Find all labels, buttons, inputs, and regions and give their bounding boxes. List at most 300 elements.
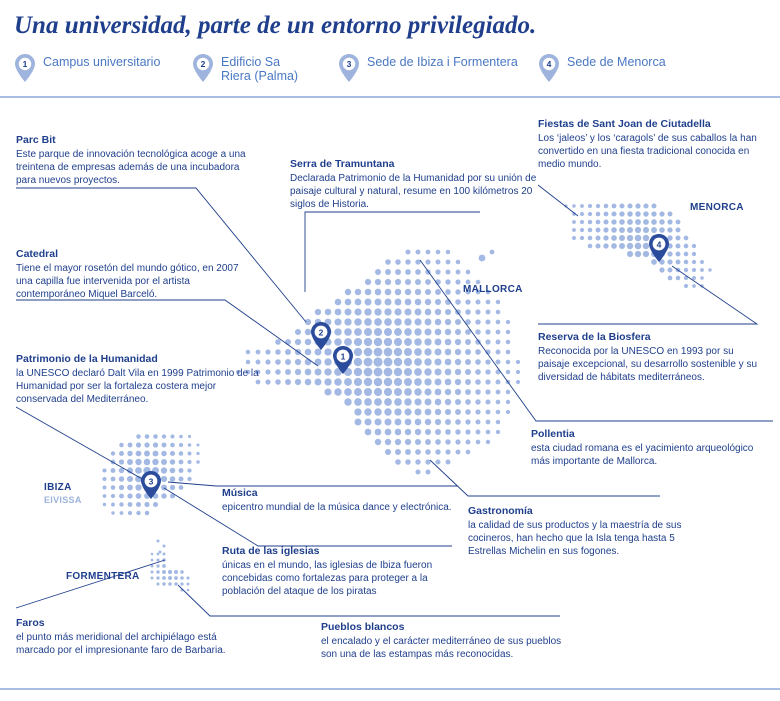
map-dot [128,502,133,507]
leader-line-faros [16,560,165,608]
map-dot [127,476,133,482]
map-dot [385,269,391,275]
map-dot [384,398,392,406]
map-dot [384,318,392,326]
map-dot [127,451,132,456]
formentera-dots [150,540,189,592]
map-dot [285,369,291,375]
annotation-text: epicentro mundial de la música dance y electrónica. [222,501,452,513]
annotation-reserva [538,331,768,384]
map-dot [446,260,451,265]
map-dot [676,252,681,257]
map-dot [374,378,383,387]
map-dot [405,299,412,306]
annotation-text: Tiene el mayor rosetón del mundo gótico, en 2007 una capilla fue intervenida por el artista contemporáneo Miquel Barceló. [16,262,239,300]
map-dot [187,460,191,464]
map-dot [127,493,132,498]
map-dot [692,284,696,288]
map-dot [455,439,460,444]
map-dot [692,260,696,264]
annotation-title: Serra de Tramuntana [290,158,395,170]
map-dot [385,279,391,285]
annotation-text: el encalado y el carácter mediterráneo de sus pueblos son una de las estampas más reconocidas. [321,635,562,660]
map-dot [374,398,382,406]
map-pin-number: 2 [318,327,324,338]
map-dot [161,467,167,473]
map-dot [334,318,341,325]
map-dot [151,553,154,556]
map-dot [111,451,115,455]
map-dot [395,269,401,275]
map-dot [404,378,412,386]
map-dot [385,259,391,265]
map-dot [324,358,331,365]
map-dot [506,360,511,365]
map-dot [180,576,184,580]
map-dot [275,339,281,345]
map-dot [425,259,430,264]
map-dot [355,299,362,306]
map-dot [162,570,166,574]
leader-line-fiestas [538,185,578,216]
map-dot [643,227,649,233]
map-dot [415,269,421,275]
map-dot [588,204,592,208]
island-label-ibiza: IBIZA [44,482,72,493]
map-dot [354,408,361,415]
map-dot [150,570,153,573]
map-dot [365,299,372,306]
map-dot [324,368,331,375]
map-dot [153,442,158,447]
map-dot [516,370,520,374]
map-dot [404,338,412,346]
map-dot [354,368,362,376]
map-dot [414,358,422,366]
map-dot [285,349,291,355]
map-dot [404,348,412,356]
map-dot [485,389,490,394]
map-dot [188,452,192,456]
map-dot [596,244,601,249]
map-dot [496,340,501,345]
map-dot [144,502,149,507]
map-dot [179,460,184,465]
map-pin-icon [649,234,669,262]
map-dot [490,250,495,255]
map-dot [119,476,124,481]
map-dot [580,228,584,232]
annotation-ruta [222,545,452,598]
map-dot [426,470,431,475]
map-dot [475,349,481,355]
map-dot [374,368,383,377]
map-dot [604,212,609,217]
map-dot [627,219,633,225]
map-dot [596,228,601,233]
map-dot [436,250,441,255]
map-dot [365,289,372,296]
map-dot [415,419,422,426]
map-dot [344,388,352,396]
map-dot [611,219,616,224]
annotation-title: Faros [16,617,45,629]
map-dot [405,459,411,465]
map-dot [643,243,649,249]
map-dot [344,338,352,346]
map-dot [643,211,648,216]
map-dot [170,485,175,490]
map-dot [436,260,441,265]
map-dot [485,329,490,334]
map-dot [384,388,392,396]
map-dot [405,449,411,455]
leader-line-serra [305,212,480,292]
map-dot [394,358,403,367]
map-dot [667,251,672,256]
map-dot [153,434,158,439]
map-dot [119,502,123,506]
map-dot [496,410,501,415]
map-dot [627,235,633,241]
map-dot [465,389,471,395]
map-dot [188,443,192,447]
map-dot [354,358,362,366]
map-dot [384,408,391,415]
map-dot [455,339,461,345]
annotation-text: el punto más meridional del archipiélago está marcado por el impresionante faro de Barbaria. [16,631,226,656]
map-dot [445,309,451,315]
map-dot [168,582,172,586]
map-dot [667,259,672,264]
map-dot [159,551,162,554]
map-dot [651,227,657,233]
island-label-mallorca: MALLORCA [463,284,523,295]
map-dot [162,564,166,568]
map-dot [455,279,460,284]
map-dot [179,485,184,490]
map-dot [496,310,501,315]
map-dot [684,260,689,265]
annotation-text: la calidad de sus productos y la maestría de sus cocineros, han hecho que la Isla tenga hasta 5 Estrellas Michelin en sus fogones. [468,519,682,557]
map-dot [445,439,450,444]
map-dot [335,299,342,306]
map-dot [676,276,680,280]
map-dot [580,236,584,240]
map-dot [675,243,680,248]
map-dot [445,349,452,356]
map-dot [475,419,480,424]
map-dot [285,359,291,365]
map-dot [395,279,401,285]
map-dot [426,250,431,255]
map-dot [265,359,270,364]
map-pin-icon [311,322,331,350]
map-dot [425,309,432,316]
map-dot [676,260,681,265]
map-dot [588,212,592,216]
map-dot [395,439,401,445]
map-dot [603,243,608,248]
map-dot [588,236,593,241]
map-dot [445,329,451,335]
map-dot [465,419,470,424]
map-dot [170,468,176,474]
map-dot [435,449,440,454]
annotation-catedral [16,248,251,301]
map-dot [603,235,608,240]
map-dot [435,399,442,406]
map-dot [128,443,133,448]
map-dot [415,439,421,445]
map-dot [496,400,501,405]
map-dot [168,576,172,580]
map-dot [445,289,451,295]
map-dot [375,279,381,285]
annotation-text: Reconocida por la UNESCO en 1993 por su paisaje excepcional, su desarrollo sostenible y su diversidad de hábitats mediterráneos. [538,345,758,383]
map-dot [334,378,342,386]
map-dot [345,299,352,306]
map-dot [603,227,608,232]
map-dot [485,319,490,324]
map-dot [485,359,490,364]
map-dot [405,249,410,254]
leader-line-reserva [538,266,757,324]
map-dot [197,444,200,447]
map-dot [179,435,183,439]
annotation-title: Catedral [16,248,59,260]
map-dot [315,349,322,356]
map-dot [196,452,199,455]
map-dot [102,468,106,472]
map-dot [334,338,342,346]
map-dot [424,338,431,345]
legend-label: Sede de Menorca [567,55,666,69]
map-dot [455,319,461,325]
map-dot [456,270,461,275]
map-dot [684,268,688,272]
map-dot [365,429,372,436]
map-dot [136,502,141,507]
map-dot [692,268,696,272]
map-dot [354,348,362,356]
map-dot [136,434,141,439]
map-dot [700,268,704,272]
map-dot [496,430,500,434]
map-dot [676,220,681,225]
map-dot [161,493,166,498]
map-dot [455,329,461,335]
map-dot [416,250,421,255]
map-dot [635,219,641,225]
map-dot [475,299,480,304]
map-dot [496,320,501,325]
map-dot [475,359,481,365]
map-dot [455,419,461,425]
map-dot [486,300,491,305]
map-dot [385,449,391,455]
map-dot [414,368,422,376]
map-dot [485,369,490,374]
map-dot [445,359,452,366]
map-dot [145,511,150,516]
map-dot [659,227,665,233]
map-dot [345,289,351,295]
map-dot [456,260,461,265]
map-dot [364,398,372,406]
map-dot [144,459,151,466]
map-dot [170,451,175,456]
map-dot [446,250,451,255]
map-dot [415,289,421,295]
map-dot [405,289,411,295]
map-dot [434,358,441,365]
map-dot [344,378,352,386]
map-dot [315,369,322,376]
map-dot [179,443,183,447]
map-dot [692,276,696,280]
map-dot [187,468,191,472]
map-dot [404,398,411,405]
map-dot [174,576,178,580]
map-dot [635,235,642,242]
map-dot [162,576,166,580]
map-dot [627,243,633,249]
map-dot [588,244,593,249]
map-dot [415,309,422,316]
map-dot [404,388,412,396]
map-dot [161,476,167,482]
map-dot [580,220,584,224]
map-dot [619,211,624,216]
map-dot [354,398,362,406]
map-dot [364,308,371,315]
map-dot [179,451,184,456]
map-dot [404,358,412,366]
legend-label: Edificio Sa Riera (Palma) [221,55,299,83]
map-dot [435,309,441,315]
map-dot [611,243,617,249]
map-dot [455,409,461,415]
map-dot [157,540,160,543]
map-dot [486,440,490,444]
map-dot [144,451,150,457]
map-dot [127,459,133,465]
map-dot [445,319,451,325]
map-dot [135,467,142,474]
map-dot [364,418,371,425]
map-pin-number: 3 [148,476,154,487]
map-dot [465,409,471,415]
map-dot [684,252,689,257]
map-dot [627,211,632,216]
map-dot [708,268,711,271]
map-dot [196,460,200,464]
map-dot [425,419,431,425]
map-dot [156,564,159,567]
map-dot [506,400,510,404]
map-dot [275,359,281,365]
map-dot [295,359,301,365]
map-dot [324,348,331,355]
map-dot [455,379,461,385]
map-dot [506,390,510,394]
map-dot [445,449,450,454]
map-dot [170,434,174,438]
map-dot [424,348,431,355]
map-dot [415,429,421,435]
map-dot [414,378,422,386]
annotation-pueblos [321,621,566,661]
legend-number: 1 [22,59,28,70]
map-dot [465,359,471,365]
map-dot [394,388,402,396]
map-dot [324,388,331,395]
map-dot [161,451,167,457]
map-dot [612,204,617,209]
map-dot [103,494,107,498]
map-dot [588,220,592,224]
map-dot [375,269,381,275]
map-dot [466,270,471,275]
map-dot [374,308,381,315]
map-dot [572,220,576,224]
annotation-fiestas [538,118,763,171]
map-dot [354,318,362,326]
map-dot [611,211,616,216]
map-dot [635,211,641,217]
map-dot [684,236,689,241]
map-dot [651,203,656,208]
legend-number: 3 [346,59,352,70]
map-dot [355,289,362,296]
map-dot [170,476,176,482]
map-dot [180,570,184,574]
map-dot [572,204,575,207]
map-dot [295,369,301,375]
map-dot [619,227,625,233]
map-dot [465,309,471,315]
map-dot [620,204,625,209]
map-dot [506,370,511,375]
map-dot [425,449,431,455]
map-dot [659,211,664,216]
map-dot [404,368,412,376]
map-dot [506,350,511,355]
map-dot [405,439,411,445]
map-dot [334,388,341,395]
map-dot [285,339,291,345]
map-dot [668,212,673,217]
map-dot [119,451,124,456]
map-dot [156,582,159,585]
map-dot [466,440,471,445]
map-dot [375,429,382,436]
map-dot [611,227,617,233]
map-dot [434,368,441,375]
map-dot [424,328,431,335]
map-dot [465,369,471,375]
map-dot [476,430,481,435]
map-dot [103,503,106,506]
map-dot [675,235,680,240]
map-dot [446,460,451,465]
map-dot [414,398,421,405]
map-dot [364,318,372,326]
map-dot [415,469,420,474]
map-dot [374,408,381,415]
map-dot [455,389,461,395]
